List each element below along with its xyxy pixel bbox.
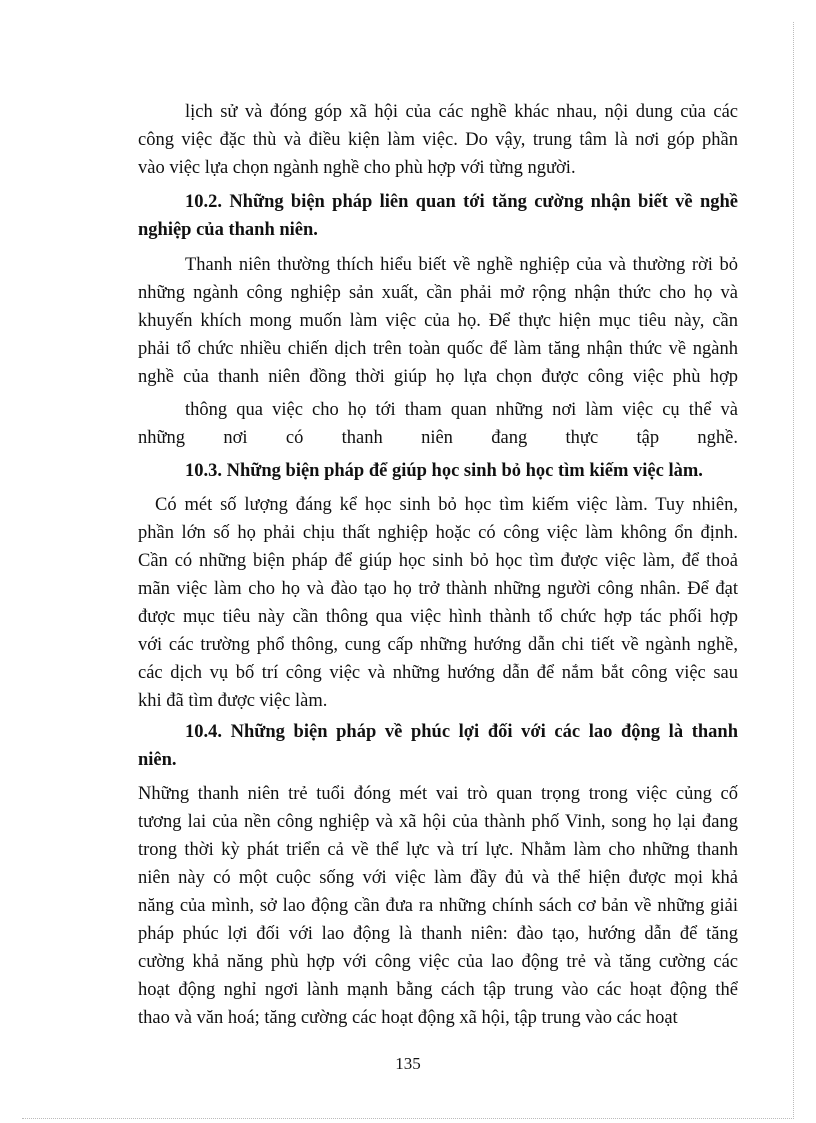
text-line: nghề của thanh niên đồng thời giúp họ lựa chọn được công việc phù hợp (138, 367, 738, 387)
text-line: vào việc lựa chọn ngành nghề cho phù hợp với từng người. (138, 158, 576, 178)
text-line: công việc đặc thù và điều kiện làm việc. Do vậy, trung tâm là nơi góp phần (138, 130, 738, 150)
text-line: cường khả năng phù hợp với công việc của lao động trẻ và tăng cường các (138, 952, 738, 972)
section-heading-10-2-cont: nghiệp của thanh niên. (138, 220, 318, 240)
text-line: năng của mình, sở lao động cần đưa ra những chính sách cơ bản về những giải (138, 896, 738, 916)
text-line: tương lai của nền công nghiệp và xã hội của thành phố Vinh, song họ lại đang (138, 812, 738, 832)
section-heading-10-3: 10.3. Những biện pháp để giúp học sinh bỏ học tìm kiếm việc làm. (185, 461, 703, 481)
text-line: niên này có một cuộc sống với việc làm đầy đủ và thể hiện được mọi khả (138, 868, 738, 888)
text-line: hoạt động nghỉ ngơi lành mạnh bằng cách tập trung vào các hoạt động thể (138, 980, 738, 1000)
text-line: Thanh niên thường thích hiểu biết về nghề nghiệp của và thường rời bỏ (185, 255, 738, 275)
text-line: lịch sử và đóng góp xã hội của các nghề khác nhau, nội dung của các (185, 102, 738, 122)
text-line: với các trường phổ thông, cung cấp những hướng dẫn chi tiết về ngành nghề, (138, 635, 738, 655)
section-heading-10-4: 10.4. Những biện pháp về phúc lợi đối với các lao động là thanh (185, 722, 738, 742)
page-number: 135 (395, 1054, 421, 1073)
text-line: Những thanh niên trẻ tuổi đóng mét vai trò quan trọng trong việc củng cố (138, 784, 738, 804)
text-line: pháp phúc lợi đối với lao động là thanh niên: đào tạo, hướng dẫn để tăng (138, 924, 738, 944)
text-line: phải tổ chức nhiều chiến dịch trên toàn quốc để làm tăng nhận thức về ngành (138, 339, 738, 359)
text-line: Có mét số lượng đáng kể học sinh bỏ học tìm kiếm việc làm. Tuy nhiên, (155, 495, 738, 515)
text-line: khuyến khích mong muốn làm việc của họ. Để thực hiện mục tiêu này, cần (138, 311, 738, 331)
text-line: phần lớn số họ phải chịu thất nghiệp hoặc có công việc làm không ổn định. (138, 523, 738, 543)
text-line: các dịch vụ bố trí công việc và những hướng dẫn để nắm bắt công việc sau (138, 663, 738, 683)
text-line: thông qua việc cho họ tới tham quan những nơi làm việc cụ thể và (185, 400, 738, 420)
text-line: thao và văn hoá; tăng cường các hoạt động xã hội, tập trung vào các hoạt (138, 1008, 678, 1028)
section-heading-10-2: 10.2. Những biện pháp liên quan tới tăng cường nhận biết về nghề (185, 192, 738, 212)
text-line: khi đã tìm được việc làm. (138, 691, 328, 711)
text-line: mãn việc làm cho họ và đào tạo họ trở thành những người công nhân. Để đạt (138, 579, 738, 599)
text-line: Cần có những biện pháp để giúp học sinh bỏ học tìm được việc làm, để thoả (138, 551, 738, 571)
text-line: trong thời kỳ phát triển cả về thể lực và trí lực. Nhằm làm cho những thanh (138, 840, 738, 860)
text-line: những nơi có thanh niên đang thực tập nghề. (138, 428, 738, 448)
text-line: những ngành công nghiệp sản xuất, cần phải mở rộng nhận thức cho họ và (138, 283, 738, 303)
section-heading-10-4-cont: niên. (138, 750, 177, 770)
text-line: được mục tiêu này cần thông qua việc hình thành tổ chức hợp tác phối hợp (138, 607, 738, 627)
